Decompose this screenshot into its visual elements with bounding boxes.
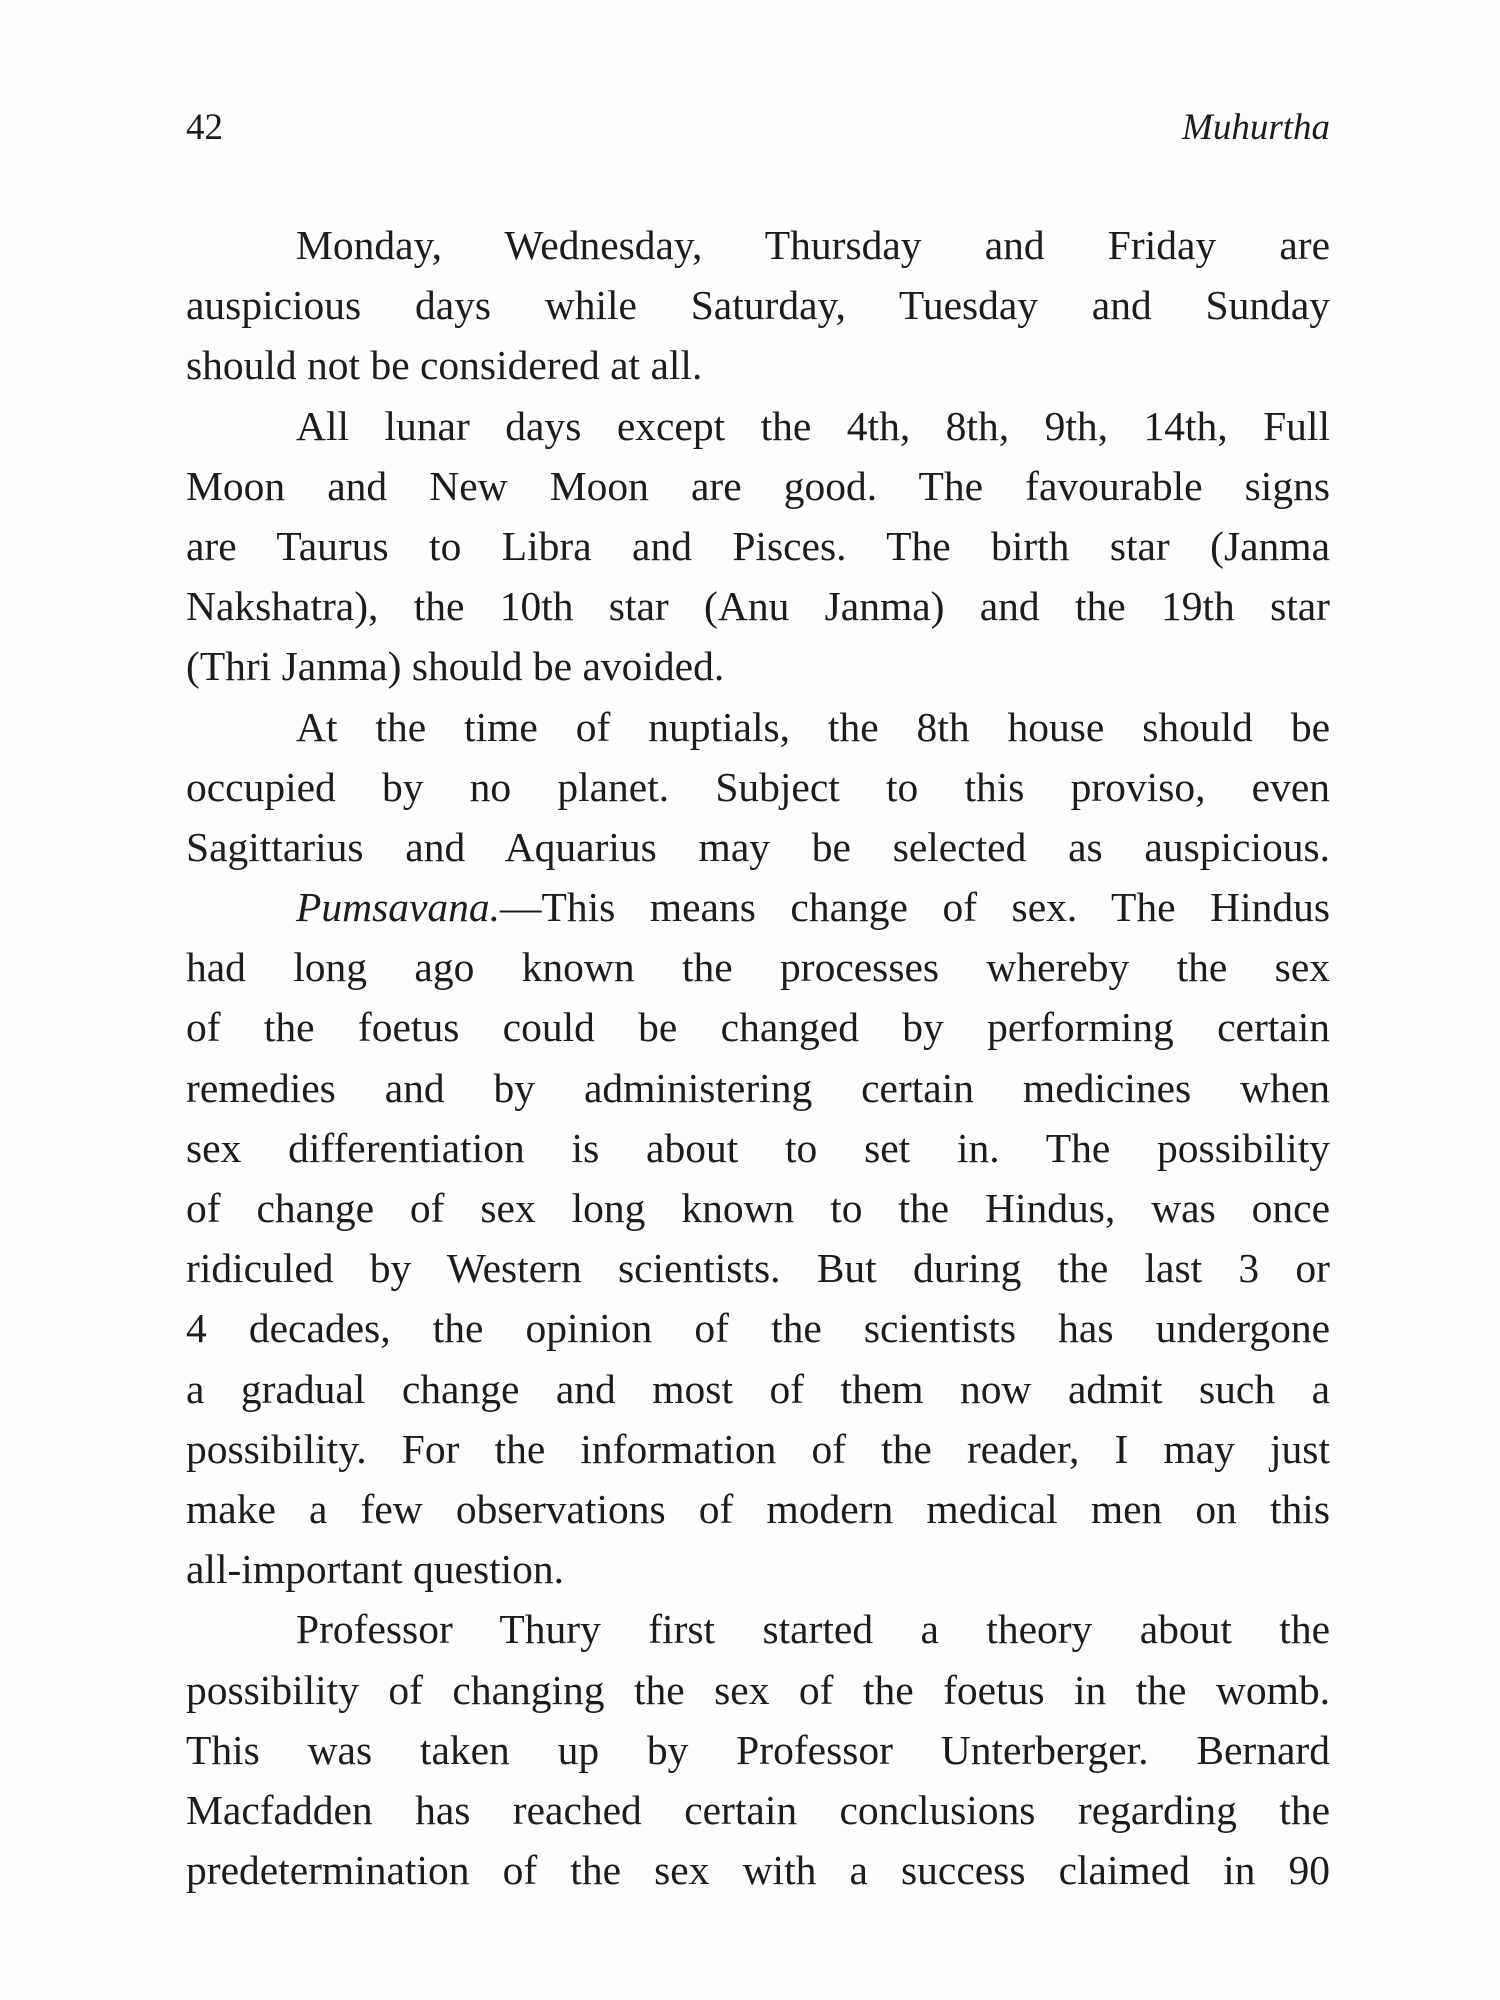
text-line: Macfadden has reached certain conclusions regarding the [186, 1786, 1330, 1833]
text-line: are Taurus to Libra and Pisces. The birth star (Janma [186, 522, 1330, 569]
text-line: (Thri Janma) should be avoided. [186, 643, 725, 690]
text-line: had long ago known the processes whereby the sex [186, 944, 1330, 991]
runin-heading: Pumsavana. [296, 884, 501, 931]
text-line: possibility. For the information of the reader, I may just [186, 1425, 1330, 1472]
text-line [186, 877, 1330, 937]
body-text [186, 215, 1330, 1900]
text-line: possibility of changing the sex of the foetus in the womb. [186, 1666, 1330, 1713]
text-line: of the foetus could be changed by performing certain [186, 1004, 1330, 1051]
text-line-rest: —This means change of sex. The Hindus [500, 884, 1330, 931]
paragraph-lunar-days [186, 396, 1330, 697]
text-line: predetermination of the sex with a success claimed in 90 [186, 1847, 1330, 1894]
text-line: Sagittarius and Aquarius may be selected as auspicious. [186, 823, 1330, 870]
text-line: a gradual change and most of them now admit such a [186, 1365, 1330, 1412]
text-line: sex differentiation is about to set in. The possibility [186, 1124, 1330, 1171]
text-line: of change of sex long known to the Hindus, was once [186, 1185, 1330, 1231]
text-line: all-important question. [186, 1546, 565, 1593]
text-line: should not be considered at all. [186, 342, 703, 389]
paragraph-nuptials [186, 697, 1330, 878]
text-line: ridiculed by Western scientists. But during the last 3 or [186, 1245, 1330, 1292]
text-line: Moon and New Moon are good. The favourable signs [186, 462, 1330, 509]
text-line: This was taken up by Professor Unterberger. Bernard [186, 1726, 1330, 1773]
text-line: At the time of nuptials, the 8th house should be [296, 703, 1330, 750]
text-line: remedies and by administering certain medicines when [186, 1064, 1330, 1111]
text-line: 4 decades, the opinion of the scientists has undergone [186, 1305, 1330, 1352]
text-line: All lunar days except the 4th, 8th, 9th, 14th, Full [296, 402, 1330, 449]
text-line: Professor Thury first started a theory about the [296, 1606, 1330, 1653]
paragraph-pumsavana [186, 877, 1330, 1599]
paragraph-professor-thury [186, 1599, 1330, 1900]
text-line: make a few observations of modern medical men on this [186, 1485, 1330, 1532]
text-line: occupied by no planet. Subject to this proviso, even [186, 763, 1330, 810]
page-number: 42 [186, 107, 223, 148]
text-line: Nakshatra), the 10th star (Anu Janma) and the 19th star [186, 583, 1330, 630]
running-head [186, 104, 1330, 152]
text-line: Monday, Wednesday, Thursday and Friday are [296, 222, 1330, 268]
text-line: auspicious days while Saturday, Tuesday and Sunday [186, 282, 1330, 329]
paragraph-auspicious-days [186, 215, 1330, 396]
book-title: Muhurtha [1182, 107, 1330, 148]
